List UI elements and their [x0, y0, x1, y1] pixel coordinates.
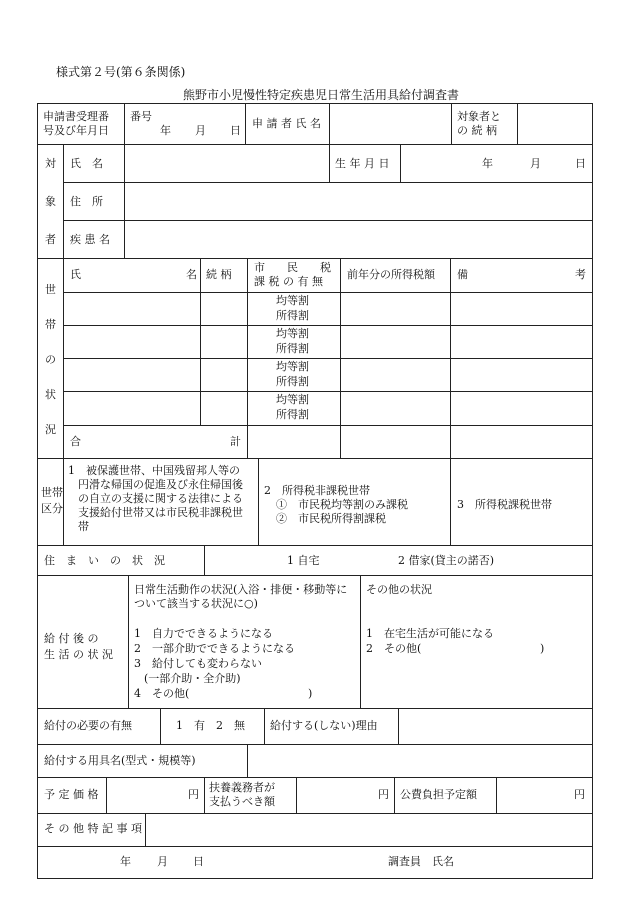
- household-side: 状: [45, 388, 56, 401]
- public-burden-yen: 円: [574, 788, 585, 801]
- footer-year: 年: [120, 855, 131, 868]
- income-levy-label: 所得割: [276, 309, 309, 322]
- household-side: 帯: [45, 318, 56, 331]
- adl-option-4: 4 その他(: [134, 687, 190, 700]
- col-tax: 課 税 の 有 無: [254, 275, 323, 288]
- other-status-heading: その他の状況: [366, 583, 432, 596]
- receipt-label: 申請書受理番: [43, 110, 109, 123]
- category-option-3: 3 所得税課税世帯: [457, 498, 552, 511]
- footer-day: 日: [193, 855, 204, 868]
- category-option-1: 円滑な帰国の促進及び永住帰国後: [78, 478, 243, 491]
- income-levy-label: 所得割: [276, 342, 309, 355]
- household-side: 況: [45, 423, 56, 436]
- disease-field[interactable]: [125, 221, 592, 257]
- category-option-2b: ② 市民税所得割課税: [276, 512, 386, 525]
- other-notes-field[interactable]: [146, 814, 592, 845]
- necessity-options: 1 有 2 無: [176, 719, 245, 732]
- income-levy-label: 所得割: [276, 375, 309, 388]
- disease-label: 疾 患 名: [70, 233, 110, 246]
- relation-label: 対象者と: [457, 110, 501, 123]
- adl-option-4-close: ): [308, 687, 313, 700]
- form-title: 熊野市小児慢性特定疾患児日常生活用具給付調査書: [183, 88, 460, 102]
- other-status-option-2-close: ): [540, 642, 545, 655]
- public-burden-label: 公費負担予定額: [400, 788, 477, 801]
- category-option-1: 1 被保護世帯、中国残留邦人等の: [68, 464, 240, 477]
- other-status-option-2: 2 その他(: [366, 642, 422, 655]
- adl-option-2: 2 一部介助でできるようになる: [134, 642, 295, 655]
- birth-day: 日: [575, 157, 586, 170]
- col-name: 名: [186, 268, 197, 281]
- receipt-label: 号及び年月日: [43, 124, 109, 137]
- footer-month: 月: [157, 855, 168, 868]
- housing-own: 1 自宅: [287, 554, 320, 567]
- adl-option-3: 3 給付しても変わらない: [134, 657, 262, 670]
- category-option-1: 帯: [78, 520, 89, 533]
- support-yen: 円: [378, 788, 389, 801]
- investigator-label: 調査員 氏名: [388, 855, 454, 868]
- after-life-label: 生 活 の 状 況: [44, 648, 113, 661]
- subject-side: 象: [45, 195, 56, 208]
- housing-label: 住 ま い の 状 況: [44, 554, 165, 567]
- col-name: 氏: [70, 268, 81, 281]
- category-side: 区分: [41, 502, 63, 515]
- category-option-2: 2 所得税非課税世帯: [264, 484, 370, 497]
- housing-rental: 2 借家(貸主の諾否): [398, 554, 495, 567]
- total-label: 合: [70, 435, 81, 448]
- relation-field[interactable]: [518, 104, 592, 143]
- income-levy-label: 所得割: [276, 408, 309, 421]
- receipt-month: 月: [195, 124, 206, 137]
- receipt-day: 日: [230, 124, 241, 137]
- household-side: 世: [45, 283, 56, 296]
- adl-heading: 日常生活動作の状況(入浴・排便・移動等に: [134, 583, 348, 596]
- form-number: 様式第２号(第６条関係): [56, 65, 186, 79]
- reason-field[interactable]: [399, 709, 592, 743]
- category-side: 世帯: [41, 486, 63, 499]
- birth-month: 月: [530, 157, 541, 170]
- price-label: 予 定 価 格: [44, 788, 99, 801]
- support-label: 扶養義務者が: [209, 781, 275, 794]
- other-notes-label: そ の 他 特 記 事 項: [44, 822, 142, 835]
- subject-side: 者: [45, 233, 56, 246]
- birth-year: 年: [482, 157, 493, 170]
- necessity-label: 給付の必要の有無: [44, 719, 132, 732]
- col-remark: 備: [457, 268, 468, 281]
- total-label: 計: [230, 435, 241, 448]
- category-option-1: の自立の支援に関する法律による: [78, 492, 243, 505]
- equal-levy-label: 均等割: [276, 393, 309, 406]
- address-field[interactable]: [125, 183, 592, 219]
- col-income: 前年分の所得税額: [347, 268, 435, 281]
- applicant-name-label: 申 請 者 氏 名: [252, 117, 321, 130]
- after-life-label: 給 付 後 の: [44, 632, 99, 645]
- equal-levy-label: 均等割: [276, 360, 309, 373]
- receipt-year: 年: [160, 124, 171, 137]
- category-option-1: 支援給付世帯又は市民税非課税世: [78, 506, 243, 519]
- col-relation: 続 柄: [206, 268, 232, 281]
- birthdate-label: 生 年 月 日: [335, 157, 390, 170]
- applicant-name-field[interactable]: [330, 104, 450, 143]
- category-option-2a: ① 市民税均等割のみ課税: [276, 498, 408, 511]
- number-label: 番号: [130, 110, 152, 123]
- other-status-option-1: 1 在宅生活が可能になる: [366, 627, 494, 640]
- relation-label: の 続 柄: [457, 124, 497, 137]
- subject-side: 対: [45, 157, 56, 170]
- col-remark: 考: [575, 268, 586, 281]
- support-label: 支払うべき額: [209, 795, 275, 808]
- equipment-label: 給付する用具名(型式・規模等): [44, 754, 196, 767]
- equipment-field[interactable]: [248, 745, 592, 776]
- household-side: の: [45, 353, 56, 366]
- price-yen: 円: [188, 788, 199, 801]
- address-label: 住 所: [70, 195, 103, 208]
- name-label: 氏 名: [70, 157, 103, 170]
- subject-name-field[interactable]: [125, 145, 328, 181]
- col-tax: 市 民 税: [254, 261, 331, 274]
- adl-option-1: 1 自力でできるようになる: [134, 627, 273, 640]
- adl-heading: ついて該当する状況に○): [134, 597, 258, 610]
- equal-levy-label: 均等割: [276, 294, 309, 307]
- adl-option-3-detail: (一部介助・全介助): [144, 672, 241, 685]
- equal-levy-label: 均等割: [276, 327, 309, 340]
- reason-label: 給付する(しない)理由: [270, 719, 378, 732]
